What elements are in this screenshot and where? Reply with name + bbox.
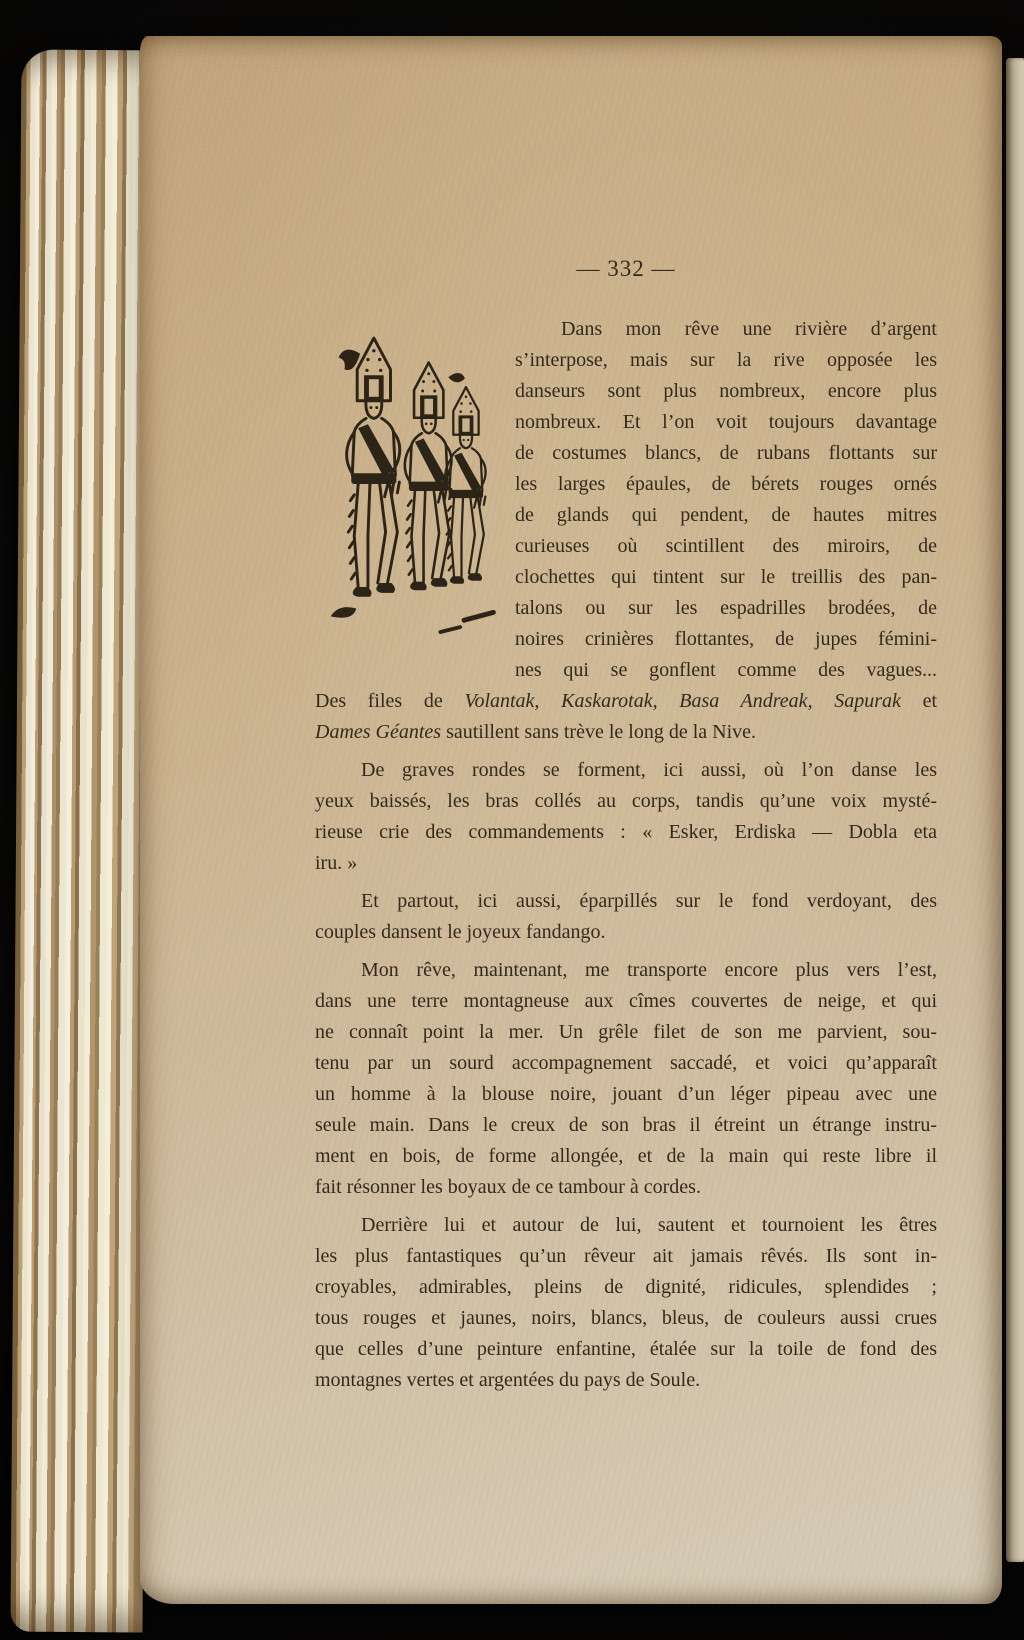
text-line: [315, 1365, 937, 1396]
italic-text-segment: Volantak, Kaskarotak, Basa Andreak, Sapurak: [464, 690, 901, 712]
text-segment: Des files de: [315, 690, 465, 712]
text-segment: nombreux. Et l’on voit toujours davantage: [515, 411, 937, 433]
basque-dancers-illustration: [315, 314, 515, 682]
text-line: [315, 1048, 937, 1079]
text-segment: s’interpose, mais sur la rive opposée les: [515, 349, 937, 371]
text-segment: tous rouges et jaunes, noirs, blancs, bleus, de couleurs aussi crues: [315, 1307, 937, 1329]
text-segment: que celles d’une peinture enfantine, étalée sur la toile de fond des: [315, 1338, 937, 1360]
text-line: [315, 1110, 937, 1141]
text-line: [315, 917, 937, 948]
text-line: [315, 817, 937, 848]
text-line: [315, 1172, 937, 1203]
book-page-edges-left: [10, 50, 153, 1633]
text-segment: noires crinières flottantes, de jupes fémini-: [515, 628, 937, 650]
text-segment: iru. »: [315, 852, 358, 874]
text-segment: yeux baissés, les bras collés au corps, tandis qu’une voix mysté-: [315, 790, 937, 812]
text-segment: danseurs sont plus nombreux, encore plus: [515, 380, 937, 402]
text-segment: un homme à la blouse noire, jouant d’un léger pipeau avec une: [315, 1083, 937, 1105]
paragraph: [315, 1210, 937, 1396]
text-line: [315, 1303, 937, 1334]
text-line: [315, 686, 937, 717]
text-segment: croyables, admirables, pleins de dignité, ridicules, splendides ;: [315, 1276, 937, 1298]
text-line: [315, 1141, 937, 1172]
text-segment: clochettes qui tintent sur le treillis des pan-: [515, 566, 937, 588]
text-segment: et: [900, 690, 938, 712]
page-number: — 332 —: [576, 256, 676, 281]
text-line: [315, 955, 937, 986]
text-segment: les plus fantastiques qu’un rêveur ait jamais rêvés. Ils sont in-: [315, 1245, 937, 1267]
text-segment: tenu par un sourd accompagnement saccadé, et voici qu’apparaît: [315, 1052, 937, 1074]
text-segment: de glands qui pendent, de hautes mitres: [515, 504, 937, 526]
text-segment: De graves rondes se forment, ici aussi, où l’on danse les: [361, 759, 937, 781]
text-segment: rieuse crie des commandements : « Esker, Erdiska — Dobla eta: [315, 821, 937, 843]
text-segment: ne connaît point la mer. Un grêle filet de son me parvient, sou-: [315, 1021, 937, 1043]
book-page: [140, 36, 1002, 1604]
text-line: [315, 1210, 937, 1241]
paragraph: [315, 955, 937, 1203]
text-line: [315, 1334, 937, 1365]
text-line: [315, 786, 937, 817]
text-block: [315, 314, 937, 1403]
text-line: [315, 717, 937, 748]
basque-dancers-drawing: [317, 316, 513, 656]
text-segment: les larges épaules, de bérets rouges ornés: [515, 473, 937, 495]
text-segment: Dans mon rêve une rivière d’argent: [561, 318, 937, 340]
text-line: [315, 1017, 937, 1048]
text-segment: dans une terre montagneuse aux cîmes couvertes de neige, et qui: [315, 990, 937, 1012]
text-line: [315, 986, 937, 1017]
italic-text-segment: Dames Géantes: [315, 721, 442, 743]
text-segment: couples dansent le joyeux fandango.: [315, 921, 606, 943]
next-page-edge: [1006, 58, 1024, 1562]
text-line: [315, 886, 937, 917]
text-line: [315, 1079, 937, 1110]
paragraph: [315, 886, 937, 948]
paragraph: [315, 314, 937, 748]
text-line: [315, 1272, 937, 1303]
text-segment: curieuses où scintillent des miroirs, de: [515, 535, 937, 557]
text-segment: Mon rêve, maintenant, me transporte encore plus vers l’est,: [361, 959, 937, 981]
text-segment: montagnes vertes et argentées du pays de Soule.: [315, 1369, 701, 1391]
text-segment: Derrière lui et autour de lui, sautent et tournoient les êtres: [361, 1214, 937, 1236]
text-segment: seule main. Dans le creux de son bras il étreint un étrange instru-: [315, 1114, 937, 1136]
paragraph: [315, 755, 937, 879]
text-line: [315, 755, 937, 786]
text-segment: ment en bois, de forme allongée, et de la main qui reste libre il: [315, 1145, 937, 1167]
text-segment: sautillent sans trève le long de la Nive.: [441, 721, 757, 743]
text-segment: fait résonner les boyaux de ce tambour à cordes.: [315, 1176, 701, 1198]
text-segment: nes qui se gonflent comme des vagues...: [515, 659, 937, 681]
text-segment: de costumes blancs, de rubans flottants sur: [515, 442, 937, 464]
text-line: [315, 1241, 937, 1272]
text-segment: Et partout, ici aussi, éparpillés sur le fond verdoyant, des: [361, 890, 937, 912]
text-segment: talons ou sur les espadrilles brodées, de: [515, 597, 937, 619]
text-line: [315, 848, 937, 879]
